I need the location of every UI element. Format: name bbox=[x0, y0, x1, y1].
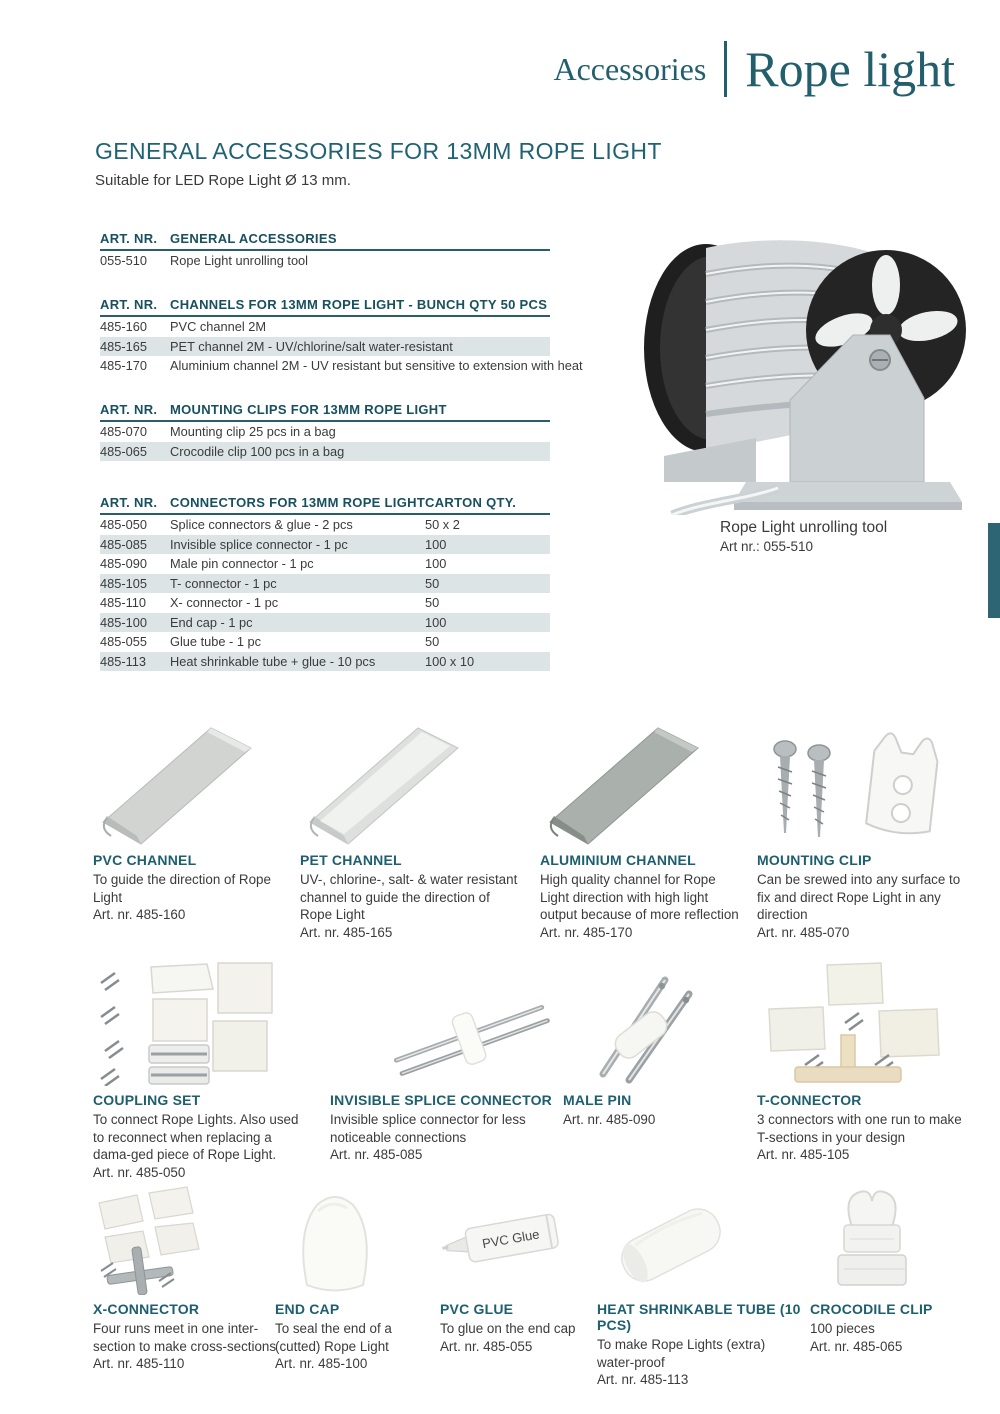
product-art-number: Art. nr. 485-070 bbox=[757, 925, 850, 941]
col-name: CHANNELS FOR 13MM ROPE LIGHT - BUNCH QTY 50 PCS bbox=[170, 297, 548, 312]
art-number: 485-085 bbox=[100, 536, 147, 552]
row-description: Invisible splice connector - 1 pc bbox=[170, 536, 348, 552]
mounting-clip-image bbox=[757, 731, 957, 846]
table-row bbox=[100, 652, 550, 672]
art-number: 485-105 bbox=[100, 575, 147, 591]
table-row bbox=[100, 356, 583, 376]
end-cap-image bbox=[293, 1189, 378, 1295]
carton-qty: 100 bbox=[425, 614, 447, 630]
col-name: MOUNTING CLIPS FOR 13MM ROPE LIGHT bbox=[170, 402, 447, 417]
unrolling-tool-photo bbox=[628, 230, 978, 520]
pvc-channel-image bbox=[93, 726, 258, 846]
product-description: Can be srewed into any surface to fix and direct Rope Light in any direction bbox=[757, 872, 961, 923]
product-description: To guide the direction of Rope Light bbox=[93, 872, 271, 905]
product-description: To glue on the end cap bbox=[440, 1321, 576, 1336]
art-number: 485-055 bbox=[100, 634, 147, 650]
pvc-glue-image bbox=[440, 1199, 575, 1281]
row-description: Crocodile clip 100 pcs in a bag bbox=[170, 443, 345, 459]
table-channels bbox=[100, 297, 583, 376]
row-description: Glue tube - 1 pc bbox=[170, 634, 262, 650]
section-title: GENERAL ACCESSORIES FOR 13MM ROPE LIGHT bbox=[95, 138, 662, 164]
product-title: HEAT SHRINKABLE TUBE (10 PCS) bbox=[597, 1301, 801, 1333]
table-row bbox=[100, 535, 550, 555]
row-description: Aluminium channel 2M - UV resistant but sensitive to extension with heat bbox=[170, 358, 583, 374]
rope-spool-image bbox=[628, 230, 978, 515]
col-art-nr: ART. NR. bbox=[100, 495, 158, 510]
product-description: To seal the end of a (cutted) Rope Light bbox=[275, 1321, 392, 1354]
table-row bbox=[100, 422, 550, 442]
product-image-wrap bbox=[93, 958, 313, 1086]
art-number: 055-510 bbox=[100, 253, 147, 269]
product-card-end-cap bbox=[275, 1183, 440, 1373]
invisible-splice-image bbox=[385, 976, 555, 1086]
product-title: CROCODILE CLIP bbox=[810, 1301, 933, 1317]
row-description: PET channel 2M - UV/chlorine/salt water-resistant bbox=[170, 338, 453, 354]
featured-caption bbox=[720, 519, 887, 554]
product-description: To make Rope Lights (extra) water-proof bbox=[597, 1337, 766, 1370]
row-description: PVC channel 2M bbox=[170, 319, 267, 335]
product-description: Invisible splice connector for less noticeable connections bbox=[330, 1112, 526, 1145]
row-description: Male pin connector - 1 pc bbox=[170, 556, 314, 572]
table-mounting-clips bbox=[100, 402, 550, 461]
product-image-wrap bbox=[757, 958, 972, 1086]
table-row bbox=[100, 613, 550, 633]
table-header bbox=[100, 297, 550, 317]
art-number: 485-110 bbox=[100, 595, 147, 611]
header-divider bbox=[724, 41, 727, 97]
product-title: PVC GLUE bbox=[440, 1301, 514, 1317]
carton-qty: 100 bbox=[425, 536, 447, 552]
table-general-accessories bbox=[100, 231, 550, 271]
aluminium-channel-image bbox=[540, 726, 705, 846]
product-card-heat-shrinkable-tube bbox=[597, 1183, 802, 1389]
product-card-pvc-glue bbox=[440, 1183, 595, 1355]
table-header bbox=[100, 495, 550, 515]
product-title: COUPLING SET bbox=[93, 1092, 201, 1108]
product-title: X-CONNECTOR bbox=[93, 1301, 200, 1317]
table-row bbox=[100, 442, 550, 462]
product-card-crocodile-clip bbox=[810, 1183, 960, 1355]
col-art-nr: ART. NR. bbox=[100, 231, 158, 246]
product-art-number: Art. nr. 485-160 bbox=[93, 907, 186, 923]
header-section-label: Accessories bbox=[553, 50, 707, 87]
table-row bbox=[100, 574, 550, 594]
carton-qty: 100 bbox=[425, 556, 447, 572]
art-number: 485-160 bbox=[100, 319, 147, 335]
art-number: 485-070 bbox=[100, 424, 147, 440]
product-image-wrap bbox=[275, 1183, 440, 1295]
table-row bbox=[100, 632, 550, 652]
product-description: Four runs meet in one inter-section to make cross-sections bbox=[93, 1321, 277, 1354]
product-art-number: Art. nr. 485-165 bbox=[300, 925, 393, 941]
featured-caption-title: Rope Light unrolling tool bbox=[720, 519, 888, 536]
product-card-male-pin bbox=[563, 958, 748, 1129]
table-row bbox=[100, 515, 550, 535]
page-header bbox=[553, 40, 955, 98]
product-card-pvc-channel bbox=[93, 726, 293, 924]
page-edge-tab bbox=[988, 523, 1000, 618]
product-art-number: Art. nr. 485-170 bbox=[540, 925, 633, 941]
product-title: INVISIBLE SPLICE CONNECTOR bbox=[330, 1092, 552, 1108]
product-image-wrap bbox=[540, 726, 740, 846]
art-number: 485-050 bbox=[100, 517, 147, 533]
product-title: T-CONNECTOR bbox=[757, 1092, 862, 1108]
product-art-number: Art. nr. 485-085 bbox=[330, 1147, 423, 1163]
product-image-wrap bbox=[300, 726, 525, 846]
product-title: END CAP bbox=[275, 1301, 340, 1317]
product-card-x-connector bbox=[93, 1183, 278, 1373]
carton-qty: 50 x 2 bbox=[425, 517, 460, 533]
product-title: MALE PIN bbox=[563, 1092, 632, 1108]
table-row bbox=[100, 554, 550, 574]
row-description: End cap - 1 pc bbox=[170, 614, 253, 630]
product-card-invisible-splice bbox=[330, 958, 555, 1164]
product-art-number: Art. nr. 485-055 bbox=[440, 1338, 533, 1354]
product-description: To connect Rope Lights. Also used to reconnect when replacing a dama-ged piece of Rope Light. bbox=[93, 1112, 299, 1163]
product-card-t-connector bbox=[757, 958, 972, 1164]
col-name: CONNECTORS FOR 13MM ROPE LIGHT bbox=[170, 495, 426, 510]
product-description: High quality channel for Rope Light direction with high light output because of more reflection bbox=[540, 872, 739, 923]
coupling-set-image bbox=[93, 961, 298, 1086]
art-number: 485-065 bbox=[100, 443, 147, 459]
page-title: Rope light bbox=[745, 41, 955, 97]
product-title: MOUNTING CLIP bbox=[757, 852, 872, 868]
product-image-wrap bbox=[597, 1183, 802, 1295]
glue-tube-label: PVC Glue bbox=[480, 1226, 541, 1252]
pet-channel-image bbox=[300, 726, 465, 846]
col-carton-qty: CARTON QTY. bbox=[425, 495, 517, 510]
product-image-wrap bbox=[93, 726, 293, 846]
table-row bbox=[100, 317, 550, 337]
product-card-pet-channel bbox=[300, 726, 525, 942]
art-number: 485-165 bbox=[100, 338, 147, 354]
row-description: Mounting clip 25 pcs in a bag bbox=[170, 424, 336, 440]
art-number: 485-170 bbox=[100, 358, 147, 374]
art-number: 485-100 bbox=[100, 614, 147, 630]
product-description: 100 pieces bbox=[810, 1321, 875, 1336]
product-art-number: Art. nr. 485-090 bbox=[563, 1112, 656, 1127]
product-art-number: Art. nr. 485-113 bbox=[597, 1372, 689, 1388]
product-image-wrap bbox=[810, 1183, 960, 1295]
col-name: GENERAL ACCESSORIES bbox=[170, 231, 337, 246]
row-description: T- connector - 1 pc bbox=[170, 575, 277, 591]
carton-qty: 50 bbox=[425, 575, 440, 591]
art-number: 485-113 bbox=[100, 653, 147, 669]
product-image-wrap bbox=[757, 726, 962, 846]
col-art-nr: ART. NR. bbox=[100, 297, 158, 312]
product-art-number: Art. nr. 485-105 bbox=[757, 1147, 850, 1163]
col-art-nr: ART. NR. bbox=[100, 402, 158, 417]
heat-shrinkable-tube-image bbox=[609, 1195, 734, 1295]
row-description: X- connector - 1 pc bbox=[170, 595, 279, 611]
section-subtitle: Suitable for LED Rope Light Ø 13 mm. bbox=[95, 172, 351, 189]
table-row bbox=[100, 337, 550, 357]
row-description: Heat shrinkable tube + glue - 10 pcs bbox=[170, 653, 376, 669]
featured-caption-art: Art nr.: 055-510 bbox=[720, 539, 814, 554]
table-row bbox=[100, 593, 550, 613]
product-description: 3 connectors with one run to make T-sections in your design bbox=[757, 1112, 962, 1145]
table-connectors bbox=[100, 495, 550, 671]
product-art-number: Art. nr. 485-065 bbox=[810, 1338, 903, 1354]
art-number: 485-090 bbox=[100, 556, 147, 572]
product-card-aluminium-channel bbox=[540, 726, 740, 942]
product-image-wrap bbox=[440, 1183, 595, 1295]
carton-qty: 50 bbox=[425, 634, 440, 650]
product-title: PET CHANNEL bbox=[300, 852, 402, 868]
x-connector-image bbox=[93, 1185, 228, 1295]
table-header bbox=[100, 231, 550, 251]
product-title: ALUMINIUM CHANNEL bbox=[540, 852, 696, 868]
table-row bbox=[100, 251, 550, 271]
product-title: PVC CHANNEL bbox=[93, 852, 197, 868]
product-art-number: Art. nr. 485-100 bbox=[275, 1356, 368, 1372]
row-description: Splice connectors & glue - 2 pcs bbox=[170, 517, 353, 533]
product-card-coupling-set bbox=[93, 958, 313, 1182]
product-image-wrap bbox=[330, 958, 555, 1086]
crocodile-clip-image bbox=[822, 1187, 922, 1295]
product-description: UV-, chlorine-, salt- & water resistant channel to guide the direction of Rope Light bbox=[300, 872, 518, 923]
row-description: Rope Light unrolling tool bbox=[170, 253, 309, 269]
t-connector-image bbox=[757, 961, 942, 1086]
product-art-number: Art. nr. 485-110 bbox=[93, 1356, 185, 1372]
product-image-wrap bbox=[563, 958, 748, 1086]
product-card-mounting-clip bbox=[757, 726, 962, 942]
carton-qty: 50 bbox=[425, 595, 440, 611]
carton-qty: 100 x 10 bbox=[425, 653, 475, 669]
product-image-wrap bbox=[93, 1183, 278, 1295]
male-pin-image bbox=[563, 964, 713, 1086]
table-header bbox=[100, 402, 550, 422]
product-art-number: Art. nr. 485-050 bbox=[93, 1165, 186, 1181]
